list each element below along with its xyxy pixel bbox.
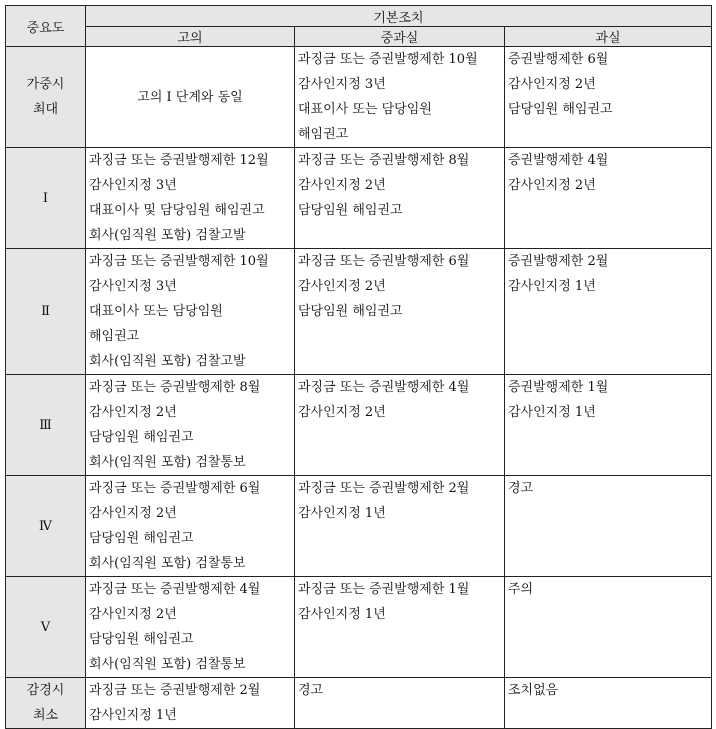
measure-line: 감사인지정 2년 (298, 279, 386, 294)
measure-line: 감사인지정 1년 (508, 405, 596, 420)
measure-line: 담당임원 해임권고 (89, 430, 194, 445)
measure-line: 감사인지정 1년 (298, 506, 386, 521)
measure-line: 담당임원 해임권고 (89, 632, 194, 647)
header-negligence: 과실 (505, 27, 712, 47)
table-body (6, 47, 712, 729)
gross-negligence-cell (295, 678, 505, 729)
importance-level (6, 678, 86, 729)
gross-negligence-cell (295, 375, 505, 476)
importance-level-text: Ⅴ (40, 619, 51, 635)
importance-level-text: 감경시 (26, 683, 65, 698)
table-row (6, 476, 712, 577)
importance-level (6, 249, 86, 375)
measure-line: 감사인지정 1년 (89, 708, 177, 723)
intentional-cell (86, 678, 295, 729)
measure-line: 감사인지정 3년 (89, 279, 177, 294)
negligence-cell (505, 375, 712, 476)
gross-negligence-cell (295, 47, 505, 148)
measure-line: 감사인지정 3년 (298, 77, 386, 92)
table-row (6, 47, 712, 148)
measure-line: 담당임원 해임권고 (89, 531, 194, 546)
measure-line: 과징금 또는 증권발행제한 6월 (89, 481, 261, 496)
gross-negligence-cell (295, 577, 505, 678)
negligence-cell (505, 476, 712, 577)
measure-line: 조치없음 (508, 683, 559, 698)
measure-line: 대표이사 및 담당임원 해임권고 (89, 203, 265, 218)
measure-line: 감사인지정 1년 (298, 607, 386, 622)
table-row (6, 577, 712, 678)
importance-level-text: 최대 (32, 102, 59, 117)
measure-line: 해임권고 (298, 127, 349, 142)
measure-line: 과징금 또는 증권발행제한 4월 (89, 582, 261, 597)
header-importance: 중요도 (6, 6, 86, 47)
header-gross-negligence: 중과실 (295, 27, 505, 47)
measure-line: 대표이사 또는 담당임원 (298, 102, 432, 117)
measure-line: 감사인지정 2년 (89, 607, 177, 622)
table-row (6, 249, 712, 375)
importance-level-text: 최소 (32, 708, 59, 723)
measure-line: 감사인지정 2년 (508, 178, 596, 193)
measure-line: 회사(임직원 포함) 검찰통보 (89, 455, 246, 470)
negligence-cell (505, 577, 712, 678)
negligence-cell (505, 678, 712, 729)
measure-line: 과징금 또는 증권발행제한 8월 (298, 153, 470, 168)
intentional-cell (86, 47, 295, 148)
intentional-cell (86, 249, 295, 375)
importance-level-text: Ⅲ (39, 417, 52, 433)
intentional-cell (86, 375, 295, 476)
importance-level (6, 375, 86, 476)
measure-line: 과징금 또는 증권발행제한 4월 (298, 380, 470, 395)
negligence-cell (505, 148, 712, 249)
measure-line: 고의 I 단계와 동일 (137, 89, 243, 105)
measure-line: 감사인지정 2년 (508, 77, 596, 92)
measure-line: 담당임원 해임권고 (298, 304, 403, 319)
measure-line: 과징금 또는 증권발행제한 1월 (298, 582, 470, 597)
intentional-cell (86, 476, 295, 577)
gross-negligence-cell (295, 476, 505, 577)
measure-line: 감사인지정 3년 (89, 178, 177, 193)
measure-line: 과징금 또는 증권발행제한 12월 (89, 153, 269, 168)
measure-line: 과징금 또는 증권발행제한 10월 (89, 254, 269, 269)
measure-line: 감사인지정 2년 (89, 405, 177, 420)
measure-line: 해임권고 (89, 329, 140, 344)
measure-line: 과징금 또는 증권발행제한 6월 (298, 254, 470, 269)
measure-line: 주의 (508, 582, 534, 597)
measure-line: 증권발행제한 4월 (508, 153, 609, 168)
measure-line: 회사(임직원 포함) 검찰고발 (89, 228, 246, 243)
measure-line: 감사인지정 2년 (89, 506, 177, 521)
gross-negligence-cell (295, 148, 505, 249)
measure-line: 담당임원 해임권고 (508, 102, 613, 117)
measure-line: 대표이사 또는 담당임원 (89, 304, 223, 319)
negligence-cell (505, 249, 712, 375)
table-row (6, 678, 712, 729)
measure-line: 과징금 또는 증권발행제한 10월 (298, 52, 478, 67)
importance-level-text: Ⅰ (42, 190, 49, 206)
negligence-cell (505, 47, 712, 148)
table-row (6, 148, 712, 249)
table-row (6, 375, 712, 476)
header-intentional: 고의 (86, 27, 295, 47)
measure-line: 과징금 또는 증권발행제한 2월 (298, 481, 470, 496)
gross-negligence-cell (295, 249, 505, 375)
measure-line: 회사(임직원 포함) 검찰통보 (89, 556, 246, 571)
importance-level-text: Ⅱ (41, 304, 50, 319)
measure-line: 증권발행제한 1월 (508, 380, 609, 395)
measure-line: 과징금 또는 증권발행제한 8월 (89, 380, 261, 395)
importance-level (6, 476, 86, 577)
measure-line: 증권발행제한 6월 (508, 52, 609, 67)
measure-line: 담당임원 해임권고 (298, 203, 403, 218)
measure-line: 회사(임직원 포함) 검찰고발 (89, 354, 246, 369)
intentional-cell (86, 148, 295, 249)
measure-line: 감사인지정 1년 (508, 279, 596, 294)
measure-line: 감사인지정 2년 (298, 178, 386, 193)
measure-line: 회사(임직원 포함) 검찰통보 (89, 657, 246, 672)
intentional-cell (86, 577, 295, 678)
importance-level-text: 가중시 (26, 77, 65, 92)
importance-level (6, 577, 86, 678)
measure-line: 감사인지정 2년 (298, 405, 386, 420)
measure-line: 과징금 또는 증권발행제한 2월 (89, 683, 261, 698)
header-basic-measure: 기본조치 (86, 6, 712, 27)
measure-line: 경고 (298, 683, 324, 698)
sanction-table (5, 5, 712, 729)
measure-line: 증권발행제한 2월 (508, 254, 609, 269)
importance-level (6, 148, 86, 249)
importance-level-text: Ⅳ (39, 518, 52, 534)
importance-level (6, 47, 86, 148)
measure-line: 경고 (508, 481, 534, 496)
